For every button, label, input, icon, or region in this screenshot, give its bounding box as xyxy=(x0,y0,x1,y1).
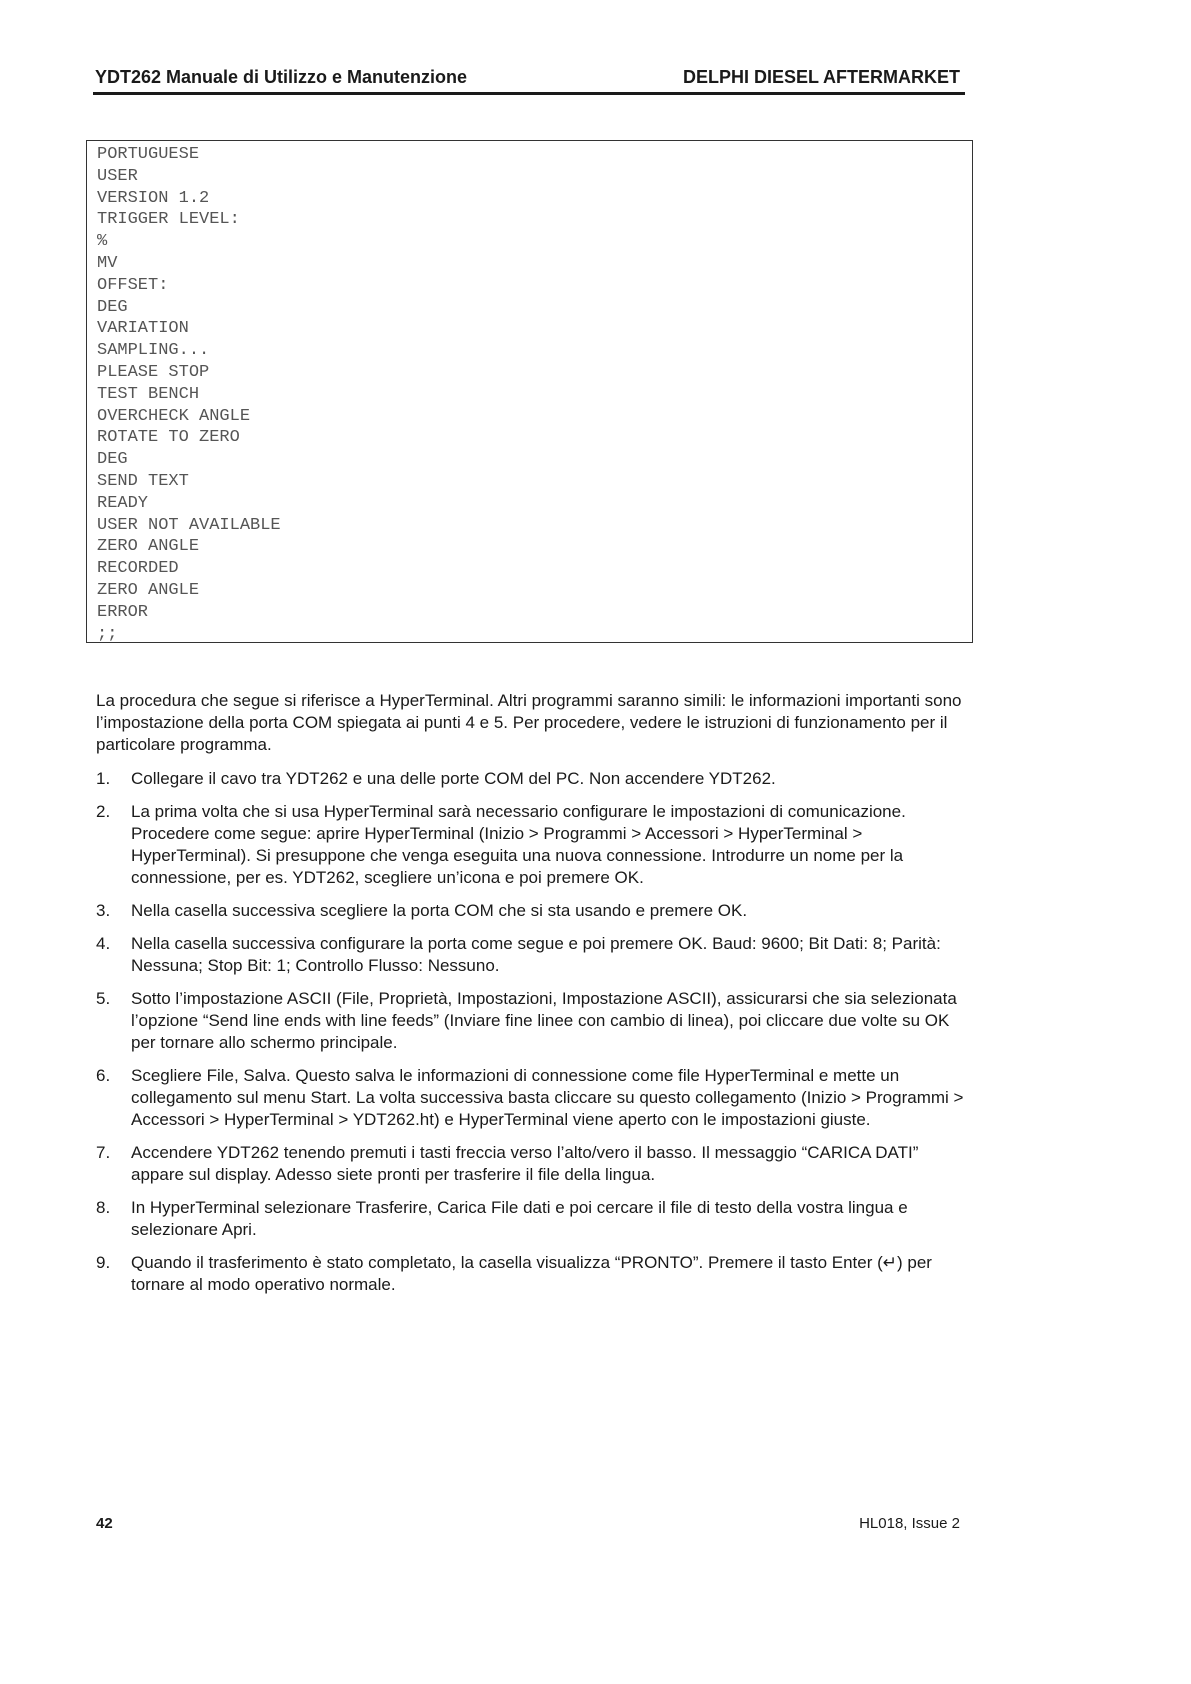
code-line: ERROR xyxy=(97,602,149,622)
code-line: PORTUGUESE xyxy=(97,145,200,164)
step-number: 9. xyxy=(96,1253,111,1272)
code-line: READY xyxy=(97,493,149,513)
intro-paragraph: La procedura che segue si riferisce a HyperTerminal. Altri programmi saranno simili: le informazioni importanti sono l’impostazione della porta COM spiegata ai punti 4 e 5. Per procedere, vedere le istruzioni di funzionamento per il particolare programma. xyxy=(96,691,962,754)
language-file-listing xyxy=(86,140,973,643)
step-text: Collegare il cavo tra YDT262 e una delle porte COM del PC. Non accendere YDT262. xyxy=(131,769,776,788)
step-text: Accendere YDT262 tenendo premuti i tasti freccia verso l’alto/vero il basso. Il messaggio “CARICA DATI” appare sul display. Adesso siete pronti per trasferire il file della lingua. xyxy=(131,1143,919,1184)
step-number: 3. xyxy=(96,901,111,920)
procedure-steps xyxy=(96,768,968,1307)
code-line: ROTATE TO ZERO xyxy=(97,428,240,448)
document-title: YDT262 Manuale di Utilizzo e Manutenzione xyxy=(95,67,468,87)
step-text: Nella casella successiva scegliere la porta COM che si sta usando e premere OK. xyxy=(131,901,748,920)
list-item xyxy=(96,900,968,922)
code-line: PLEASE STOP xyxy=(97,362,210,382)
step-text: Nella casella successiva configurare la porta come segue e poi premere OK. Baud: 9600; Bit Dati: 8; Parità: Nessuna; Stop Bit: 1; Controllo Flusso: Nessuno. xyxy=(131,934,941,975)
code-line: USER NOT AVAILABLE xyxy=(97,515,281,535)
code-line: ZERO ANGLE xyxy=(97,537,200,557)
code-line: MV xyxy=(97,253,118,273)
step-number: 4. xyxy=(96,934,111,953)
code-line: SAMPLING... xyxy=(97,341,210,361)
step-text: La prima volta che si usa HyperTerminal sarà necessario configurare le impostazioni di comunicazione. Procedere come segue: aprire HyperTerminal (Inizio > Programmi > Accessori > HyperTerminal > HyperTerminal). Si presuppone che venga eseguita una nuova connessione. Introdurre un nome per la connessione, per es. YDT262, scegliere un’icona e poi premere OK. xyxy=(131,802,906,887)
page-header xyxy=(93,66,965,95)
page-number: 42 xyxy=(96,1515,113,1532)
code-line: VARIATION xyxy=(97,319,189,339)
step-text: Sotto l’impostazione ASCII (File, Proprietà, Impostazioni, Impostazione ASCII), assicurarsi che sia selezionata l’opzione “Send line ends with line feeds” (Inviare fine linee con cambio di linea), poi cliccare due volte su OK per tornare allo schermo principale. xyxy=(131,989,957,1052)
code-line: % xyxy=(97,232,108,252)
step-text: Quando il trasferimento è stato completato, la casella visualizza “PRONTO”. Premere il tasto Enter (↵) per tornare al modo operativo normale. xyxy=(131,1253,932,1294)
list-item xyxy=(96,768,968,790)
step-number: 1. xyxy=(96,769,111,788)
step-text: Scegliere File, Salva. Questo salva le informazioni di connessione come file HyperTerminal e mette un collegamento sul menu Start. La volta successiva basta cliccare su questo collegamento (Inizio > Programmi > Accessori > HyperTerminal > YDT262.ht) e HyperTerminal viene aperto con le impostazioni giuste. xyxy=(131,1066,964,1129)
code-line: OFFSET: xyxy=(97,275,169,295)
code-line: SEND TEXT xyxy=(97,471,189,491)
step-number: 2. xyxy=(96,802,111,821)
code-line: ;; xyxy=(97,624,118,644)
list-item xyxy=(96,1142,968,1186)
list-item xyxy=(96,801,968,889)
code-line: RECORDED xyxy=(97,559,179,579)
step-number: 7. xyxy=(96,1143,111,1162)
code-line: DEG xyxy=(97,297,128,317)
list-item xyxy=(96,933,968,977)
code-line: VERSION 1.2 xyxy=(97,188,210,208)
code-line: OVERCHECK ANGLE xyxy=(97,406,251,426)
code-line: TRIGGER LEVEL: xyxy=(97,210,240,230)
document-reference: HL018, Issue 2 xyxy=(859,1515,960,1532)
list-item xyxy=(96,988,968,1054)
code-line: USER xyxy=(97,166,138,186)
step-number: 6. xyxy=(96,1066,111,1085)
code-line: DEG xyxy=(97,450,128,470)
company-name: DELPHI DIESEL AFTERMARKET xyxy=(682,67,960,87)
step-number: 5. xyxy=(96,989,111,1008)
code-line: TEST BENCH xyxy=(97,384,200,404)
code-line: ZERO ANGLE xyxy=(97,580,200,600)
step-number: 8. xyxy=(96,1198,111,1217)
step-text: In HyperTerminal selezionare Trasferire, Carica File dati e poi cercare il file di testo della vostra lingua e selezionare Apri. xyxy=(131,1198,908,1239)
list-item xyxy=(96,1065,968,1131)
list-item xyxy=(96,1252,968,1296)
list-item xyxy=(96,1197,968,1241)
